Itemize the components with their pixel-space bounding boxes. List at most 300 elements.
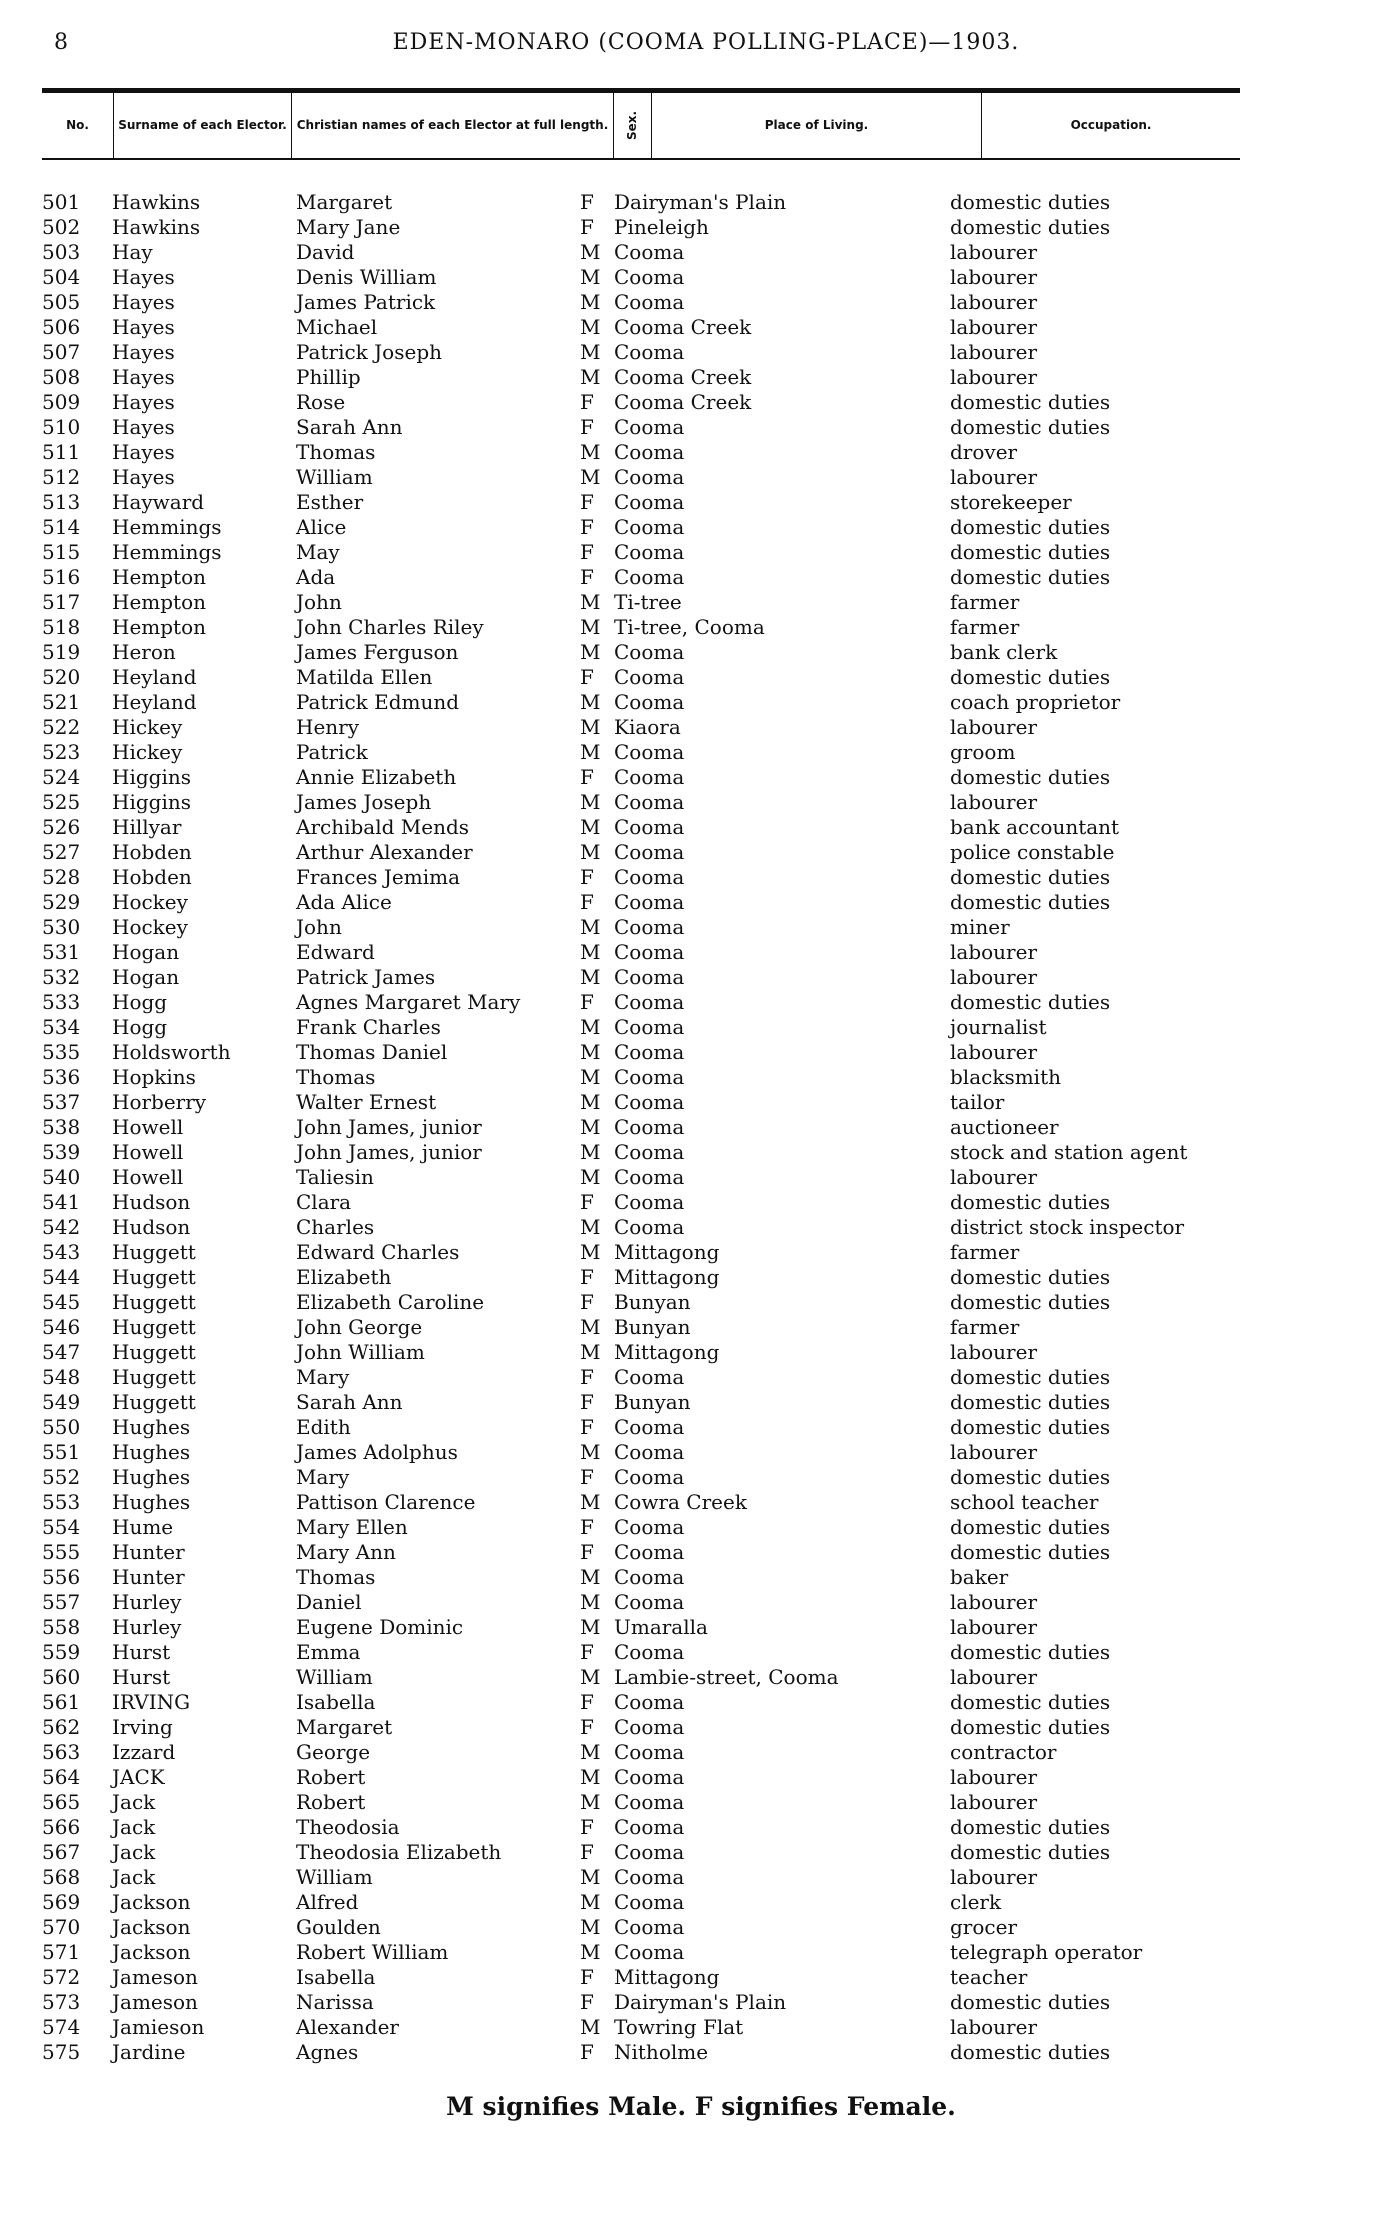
table-row [0,315,1382,340]
elector-sex: F [580,515,594,539]
elector-place-of-living: Ti-tree, Cooma [614,615,765,639]
elector-surname: Hay [112,240,153,264]
elector-christian-names: Charles [296,1215,375,1239]
table-row [0,1890,1382,1915]
elector-sex: F [580,215,594,239]
elector-surname: Hughes [112,1415,191,1439]
elector-number: 575 [42,2040,81,2064]
elector-christian-names: Elizabeth [296,1265,392,1289]
elector-surname: Hume [112,1515,174,1539]
elector-christian-names: May [296,540,340,564]
elector-occupation: labourer [950,1790,1038,1814]
elector-surname: Holdsworth [112,1040,231,1064]
elector-occupation: domestic duties [950,2040,1111,2064]
column-heading-sex [614,93,652,158]
elector-sex: F [580,665,594,689]
elector-surname: Higgins [112,790,191,814]
elector-surname: Howell [112,1165,184,1189]
elector-occupation: domestic duties [950,1715,1111,1739]
elector-sex: M [580,690,601,714]
elector-sex: F [580,1815,594,1839]
elector-surname: Hayward [112,490,205,514]
table-row [0,1240,1382,1265]
elector-sex: M [580,965,601,989]
elector-occupation: labourer [950,290,1038,314]
elector-place-of-living: Cooma [614,665,685,689]
elector-sex: F [580,1640,594,1664]
elector-surname: Jameson [112,1965,198,1989]
elector-christian-names: Isabella [296,1690,376,1714]
elector-christian-names: Goulden [296,1915,381,1939]
elector-christian-names: James Ferguson [296,640,459,664]
elector-surname: Hughes [112,1440,191,1464]
elector-place-of-living: Cooma [614,915,685,939]
elector-sex: F [580,1190,594,1214]
elector-surname: Jackson [112,1915,191,1939]
elector-occupation: labourer [950,1765,1038,1789]
elector-christian-names: Edward [296,940,375,964]
elector-surname: Hawkins [112,215,201,239]
elector-occupation: domestic duties [950,1815,1111,1839]
elector-occupation: farmer [950,615,1020,639]
elector-occupation: domestic duties [950,1690,1111,1714]
elector-sex: M [580,315,601,339]
elector-christian-names: James Joseph [296,790,432,814]
elector-number: 518 [42,615,81,639]
elector-christian-names: Agnes [296,2040,359,2064]
elector-surname: Hurst [112,1640,171,1664]
electors-table [0,190,1382,2065]
table-row [0,540,1382,565]
elector-surname: Hunter [112,1565,185,1589]
elector-surname: Heyland [112,665,197,689]
elector-place-of-living: Cooma [614,1140,685,1164]
elector-place-of-living: Cooma [614,540,685,564]
column-heading-surname: Surname of each Elector. [114,93,292,158]
elector-occupation: district stock inspector [950,1215,1185,1239]
elector-surname: Hayes [112,415,175,439]
elector-place-of-living: Cooma [614,240,685,264]
elector-christian-names: Sarah Ann [296,1390,403,1414]
elector-place-of-living: Bunyan [614,1290,691,1314]
elector-occupation: baker [950,1565,1009,1589]
elector-place-of-living: Cooma [614,740,685,764]
elector-surname: Hayes [112,365,175,389]
elector-surname: Hopkins [112,1065,196,1089]
elector-place-of-living: Cooma Creek [614,390,752,414]
elector-occupation: labourer [950,365,1038,389]
elector-surname: Hogan [112,940,180,964]
elector-place-of-living: Cooma [614,765,685,789]
elector-surname: Huggett [112,1240,196,1264]
elector-christian-names: Mary [296,1465,350,1489]
elector-christian-names: Patrick James [296,965,436,989]
elector-sex: M [580,740,601,764]
table-row [0,1940,1382,1965]
table-row [0,1490,1382,1515]
elector-place-of-living: Cooma [614,1215,685,1239]
table-row [0,1165,1382,1190]
elector-place-of-living: Lambie-street, Cooma [614,1665,839,1689]
elector-place-of-living: Dairyman's Plain [614,190,787,214]
elector-occupation: domestic duties [950,1365,1111,1389]
elector-surname: Hillyar [112,815,182,839]
elector-place-of-living: Mittagong [614,1240,720,1264]
table-row [0,1965,1382,1990]
elector-number: 545 [42,1290,81,1314]
elector-occupation: labourer [950,790,1038,814]
elector-place-of-living: Towring Flat [614,2015,744,2039]
table-row [0,1040,1382,1065]
elector-place-of-living: Cooma [614,865,685,889]
elector-christian-names: Isabella [296,1965,376,1989]
elector-surname: Hogg [112,990,168,1014]
table-row [0,2040,1382,2065]
elector-sex: F [580,1690,594,1714]
elector-occupation: teacher [950,1965,1028,1989]
elector-sex: M [580,1340,601,1364]
elector-christian-names: Arthur Alexander [296,840,473,864]
elector-occupation: domestic duties [950,765,1111,789]
elector-occupation: farmer [950,590,1020,614]
elector-number: 544 [42,1265,81,1289]
elector-place-of-living: Cooma [614,1440,685,1464]
elector-occupation: grocer [950,1915,1018,1939]
elector-number: 501 [42,190,81,214]
elector-sex: M [580,340,601,364]
elector-place-of-living: Cooma [614,1865,685,1889]
elector-number: 512 [42,465,81,489]
elector-number: 549 [42,1390,81,1414]
elector-number: 564 [42,1765,81,1789]
elector-surname: Hayes [112,440,175,464]
column-heading-sex-label: Sex. [625,110,639,141]
elector-number: 519 [42,640,81,664]
elector-place-of-living: Cooma [614,690,685,714]
elector-sex: M [580,1040,601,1064]
elector-sex: M [580,2015,601,2039]
elector-sex: M [580,790,601,814]
elector-number: 574 [42,2015,81,2039]
elector-surname: Jack [112,1815,156,1839]
elector-sex: F [580,1540,594,1564]
elector-sex: F [580,390,594,414]
elector-surname: Jardine [112,2040,186,2064]
table-row [0,1290,1382,1315]
elector-number: 531 [42,940,81,964]
table-row [0,740,1382,765]
elector-surname: Hogg [112,1015,168,1039]
elector-place-of-living: Ti-tree [614,590,682,614]
elector-number: 517 [42,590,81,614]
table-row [0,1990,1382,2015]
elector-surname: Hempton [112,565,207,589]
table-row [0,1065,1382,1090]
table-row [0,1740,1382,1765]
elector-occupation: labourer [950,2015,1038,2039]
elector-number: 502 [42,215,81,239]
elector-surname: Huggett [112,1290,196,1314]
table-row [0,1590,1382,1615]
elector-christian-names: Theodosia [296,1815,400,1839]
page-header: EDEN-MONARO (COOMA POLLING-PLACE)—1903. [392,30,1020,55]
table-row [0,1640,1382,1665]
table-row [0,640,1382,665]
table-row [0,1115,1382,1140]
elector-occupation: domestic duties [950,1265,1111,1289]
elector-christian-names: Sarah Ann [296,415,403,439]
elector-number: 507 [42,340,81,364]
elector-occupation: labourer [950,265,1038,289]
elector-occupation: labourer [950,1040,1038,1064]
elector-surname: Hayes [112,465,175,489]
elector-place-of-living: Bunyan [614,1315,691,1339]
elector-occupation: coach proprietor [950,690,1121,714]
elector-number: 555 [42,1540,81,1564]
elector-christian-names: John James, junior [296,1140,482,1164]
elector-sex: M [580,1790,601,1814]
elector-number: 554 [42,1515,81,1539]
elector-place-of-living: Mittagong [614,1265,720,1289]
elector-sex: M [580,1915,601,1939]
elector-surname: Heron [112,640,176,664]
elector-number: 505 [42,290,81,314]
elector-surname: Hayes [112,340,175,364]
elector-place-of-living: Cooma [614,1540,685,1564]
elector-occupation: journalist [950,1015,1047,1039]
elector-occupation: labourer [950,1440,1038,1464]
elector-number: 529 [42,890,81,914]
elector-christian-names: Eugene Dominic [296,1615,464,1639]
table-row [0,965,1382,990]
elector-number: 506 [42,315,81,339]
elector-sex: M [580,840,601,864]
elector-occupation: domestic duties [950,1415,1111,1439]
elector-number: 515 [42,540,81,564]
elector-christian-names: Patrick Edmund [296,690,460,714]
table-row [0,1190,1382,1215]
elector-number: 570 [42,1915,81,1939]
elector-number: 504 [42,265,81,289]
elector-occupation: domestic duties [950,540,1111,564]
elector-place-of-living: Cooma [614,1165,685,1189]
elector-place-of-living: Cooma [614,1190,685,1214]
elector-place-of-living: Cooma [614,1890,685,1914]
elector-christian-names: John [296,590,342,614]
elector-place-of-living: Cooma [614,1640,685,1664]
elector-sex: M [580,290,601,314]
table-row [0,690,1382,715]
table-row [0,1840,1382,1865]
elector-christian-names: Alfred [296,1890,359,1914]
elector-christian-names: Emma [296,1640,361,1664]
elector-number: 532 [42,965,81,989]
elector-place-of-living: Cooma Creek [614,365,752,389]
elector-occupation: labourer [950,1615,1038,1639]
table-row [0,1090,1382,1115]
elector-place-of-living: Mittagong [614,1340,720,1364]
elector-christian-names: Robert William [296,1940,449,1964]
table-row [0,815,1382,840]
table-row [0,765,1382,790]
elector-sex: F [580,1965,594,1989]
table-row [0,190,1382,215]
elector-sex: M [580,1240,601,1264]
table-row [0,1815,1382,1840]
elector-occupation: domestic duties [950,415,1111,439]
elector-occupation: domestic duties [950,1390,1111,1414]
elector-number: 528 [42,865,81,889]
table-row [0,1015,1382,1040]
elector-surname: Higgins [112,765,191,789]
table-row [0,1915,1382,1940]
elector-place-of-living: Cooma [614,465,685,489]
table-row [0,1365,1382,1390]
elector-surname: Jack [112,1865,156,1889]
elector-christian-names: Walter Ernest [296,1090,437,1114]
elector-christian-names: Elizabeth Caroline [296,1290,485,1314]
elector-occupation: domestic duties [950,565,1111,589]
elector-number: 540 [42,1165,81,1189]
elector-christian-names: Agnes Margaret Mary [296,990,521,1014]
elector-christian-names: Thomas Daniel [296,1040,448,1064]
elector-number: 566 [42,1815,81,1839]
elector-sex: F [580,1390,594,1414]
elector-place-of-living: Cooma [614,565,685,589]
elector-number: 541 [42,1190,81,1214]
elector-surname: JACK [112,1765,165,1789]
elector-occupation: groom [950,740,1016,764]
elector-christian-names: Daniel [296,1590,362,1614]
column-heading-occupation: Occupation. [1070,118,1152,132]
elector-occupation: clerk [950,1890,1002,1914]
elector-christian-names: Frank Charles [296,1015,441,1039]
column-heading-place-of-living: Place of Living. [652,93,982,158]
elector-occupation: domestic duties [950,1640,1111,1664]
elector-surname: Hickey [112,715,183,739]
elector-number: 573 [42,1990,81,2014]
elector-christian-names: John [296,915,342,939]
elector-surname: Huggett [112,1265,196,1289]
elector-place-of-living: Cooma [614,990,685,1014]
elector-place-of-living: Cooma [614,440,685,464]
elector-place-of-living: Cooma [614,1790,685,1814]
table-row [0,1765,1382,1790]
elector-number: 552 [42,1465,81,1489]
table-row [0,290,1382,315]
elector-occupation: domestic duties [950,1515,1111,1539]
elector-number: 553 [42,1490,81,1514]
table-row [0,440,1382,465]
elector-christian-names: Patrick [296,740,368,764]
elector-place-of-living: Cooma [614,490,685,514]
elector-sex: F [580,1515,594,1539]
elector-sex: M [580,815,601,839]
elector-sex: F [580,565,594,589]
table-row [0,490,1382,515]
elector-sex: M [580,915,601,939]
table-row [0,1315,1382,1340]
elector-occupation: labourer [950,965,1038,989]
elector-surname: Hurst [112,1665,171,1689]
elector-sex: M [580,240,601,264]
elector-occupation: labourer [950,940,1038,964]
elector-sex: M [580,1140,601,1164]
elector-place-of-living: Mittagong [614,1965,720,1989]
elector-sex: M [580,1565,601,1589]
elector-sex: M [580,715,601,739]
elector-number: 559 [42,1640,81,1664]
elector-place-of-living: Cooma [614,640,685,664]
elector-occupation: domestic duties [950,1465,1111,1489]
elector-sex: F [580,1840,594,1864]
elector-christian-names: Edith [296,1415,351,1439]
elector-occupation: police constable [950,840,1115,864]
table-row [0,1340,1382,1365]
table-row [0,1390,1382,1415]
elector-surname: Hayes [112,265,175,289]
elector-surname: Hayes [112,290,175,314]
elector-number: 557 [42,1590,81,1614]
elector-place-of-living: Cooma [614,1940,685,1964]
elector-sex: M [580,1615,601,1639]
elector-occupation: labourer [950,315,1038,339]
elector-surname: Howell [112,1140,184,1164]
elector-christian-names: Margaret [296,190,393,214]
table-row [0,415,1382,440]
elector-number: 571 [42,1940,81,1964]
elector-occupation: domestic duties [950,1290,1111,1314]
elector-surname: Hemmings [112,515,222,539]
elector-surname: Jamieson [112,2015,205,2039]
table-row [0,240,1382,265]
elector-number: 551 [42,1440,81,1464]
elector-occupation: drover [950,440,1018,464]
elector-christian-names: Annie Elizabeth [296,765,457,789]
elector-occupation: domestic duties [950,1840,1111,1864]
elector-number: 513 [42,490,81,514]
table-row [0,865,1382,890]
elector-sex: M [580,640,601,664]
elector-place-of-living: Nitholme [614,2040,709,2064]
elector-sex: M [580,1590,601,1614]
elector-sex: M [580,1090,601,1114]
elector-occupation: domestic duties [950,190,1111,214]
elector-sex: F [580,540,594,564]
elector-number: 510 [42,415,81,439]
elector-christian-names: Robert [296,1790,366,1814]
table-row [0,2015,1382,2040]
elector-sex: F [580,890,594,914]
elector-occupation: miner [950,915,1010,939]
elector-sex: M [580,940,601,964]
elector-surname: Hobden [112,865,192,889]
table-row [0,340,1382,365]
elector-sex: F [580,1465,594,1489]
elector-sex: M [580,1115,601,1139]
elector-christian-names: Matilda Ellen [296,665,433,689]
elector-place-of-living: Kiaora [614,715,681,739]
elector-christian-names: Clara [296,1190,352,1214]
elector-number: 508 [42,365,81,389]
table-row [0,990,1382,1015]
elector-surname: Hudson [112,1215,191,1239]
table-row [0,1140,1382,1165]
elector-place-of-living: Cooma [614,290,685,314]
elector-sex: M [580,1015,601,1039]
elector-surname: Jack [112,1790,156,1814]
table-row [0,790,1382,815]
